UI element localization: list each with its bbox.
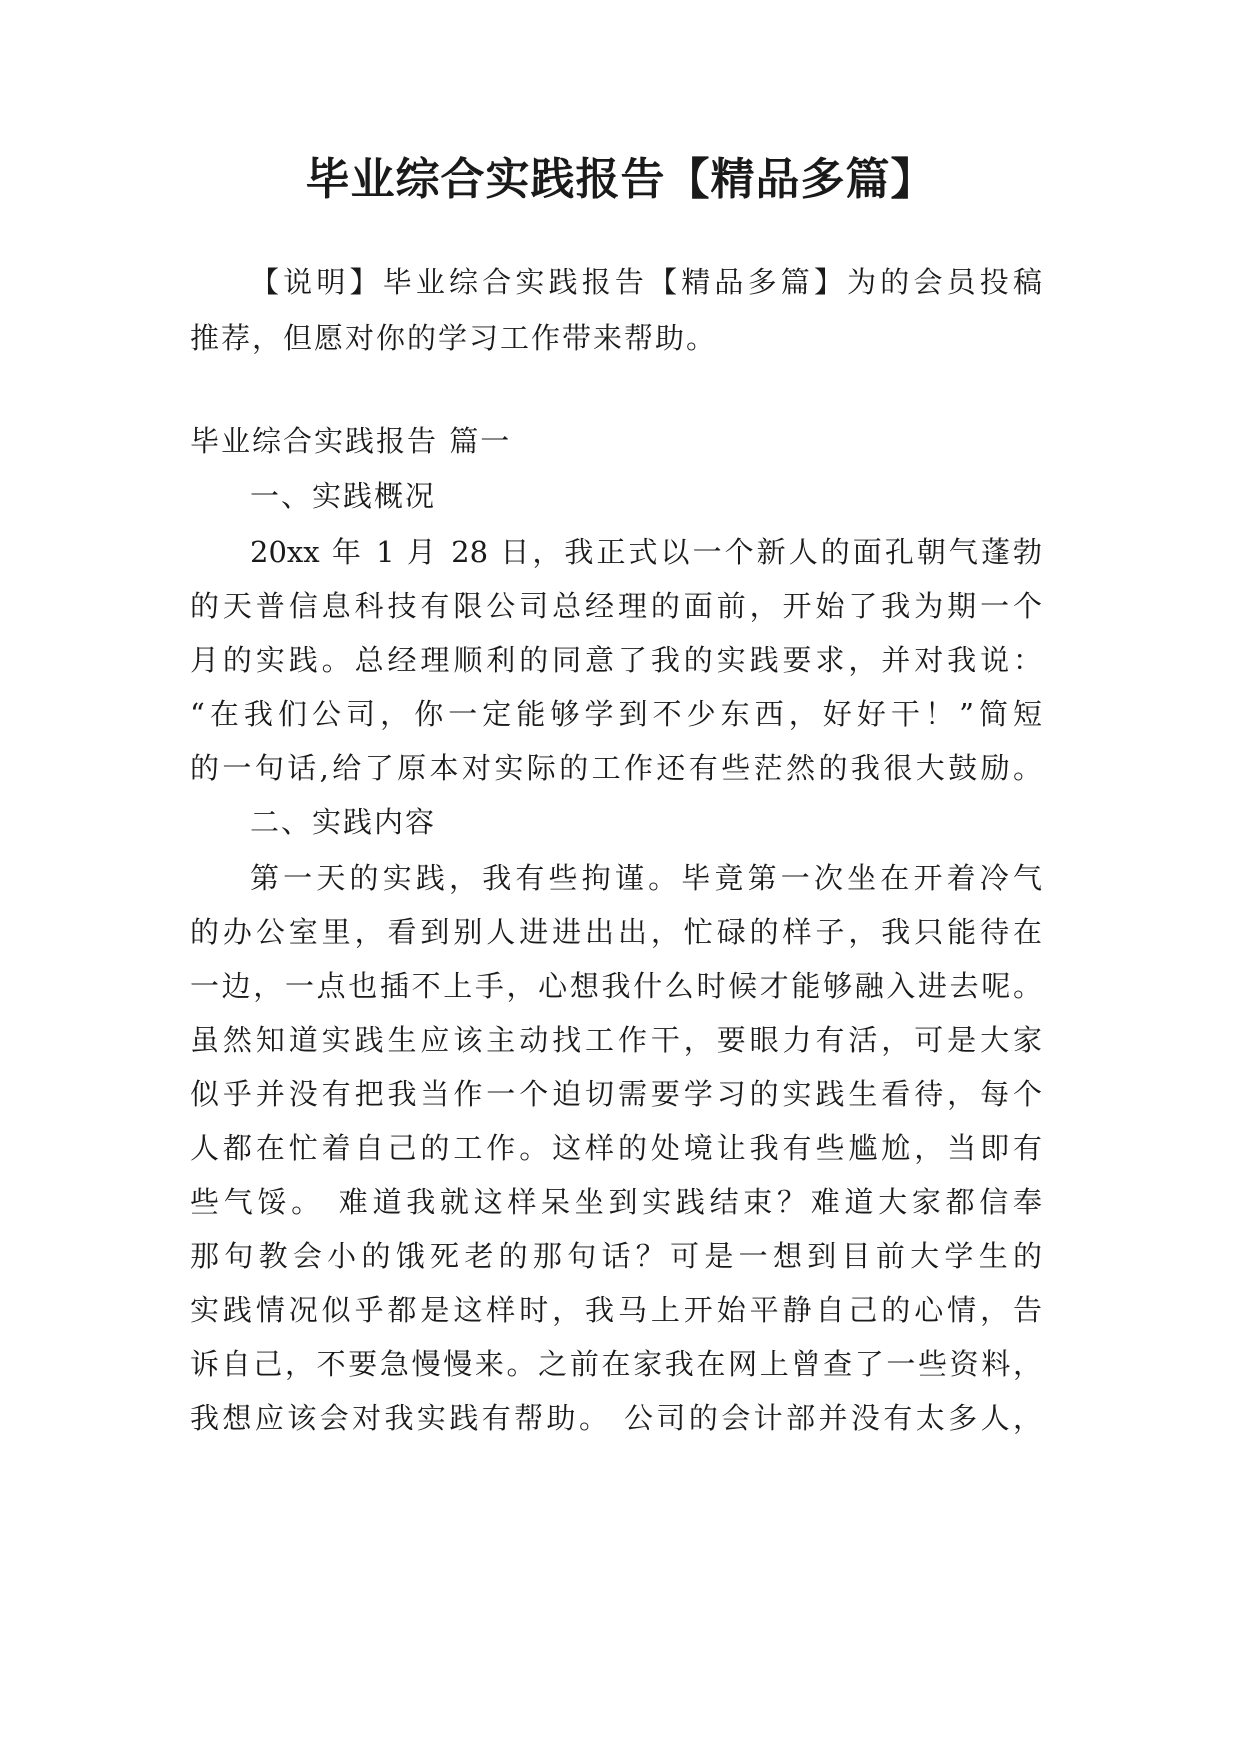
paragraph-line: 实践情况似乎都是这样时，我马上开始平静自己的心情，告 <box>190 1293 1042 1327</box>
paragraph-line: 似乎并没有把我当作一个迫切需要学习的实践生看待，每个 <box>190 1077 1042 1111</box>
note-line: 【说明】毕业综合实践报告【精品多篇】为的会员投稿 <box>250 265 1042 299</box>
paragraph-line: 一边，一点也插不上手，心想我什么时候才能够融入进去呢。 <box>190 969 1042 1003</box>
paragraph-line: “在我们公司，你一定能够学到不少东西，好好干！”简短 <box>190 697 1042 731</box>
paragraph-line: 虽然知道实践生应该主动找工作干，要眼力有活，可是大家 <box>190 1023 1042 1057</box>
heading-content: 二、实践内容 <box>250 805 437 839</box>
paragraph-line: 那句教会小的饿死老的那句话？可是一想到目前大学生的 <box>190 1239 1042 1273</box>
paragraph-line: 诉自己，不要急慢慢来。之前在家我在网上曾查了一些资料， <box>190 1347 1042 1381</box>
paragraph-line: 的天普信息科技有限公司总经理的面前，开始了我为期一个 <box>190 589 1042 623</box>
document-title: 毕业综合实践报告【精品多篇】 <box>305 154 936 205</box>
section-title: 毕业综合实践报告 篇一 <box>190 424 512 458</box>
heading-overview: 一、实践概况 <box>250 479 437 513</box>
paragraph-line: 月的实践。总经理顺利的同意了我的实践要求，并对我说： <box>190 643 1042 677</box>
paragraph-line: 些气馁。 难道我就这样呆坐到实践结束？难道大家都信奉 <box>190 1185 1042 1219</box>
paragraph-line: 第一天的实践，我有些拘谨。毕竟第一次坐在开着冷气 <box>250 861 1042 895</box>
paragraph-line: 的办公室里，看到别人进进出出，忙碌的样子，我只能待在 <box>190 915 1042 949</box>
paragraph-line: 的一句话,给了原本对实际的工作还有些茫然的我很大鼓励。 <box>190 751 1042 785</box>
paragraph-line: 我想应该会对我实践有帮助。 公司的会计部并没有太多人， <box>190 1401 1042 1435</box>
note-line: 推荐，但愿对你的学习工作带来帮助。 <box>190 321 718 355</box>
paragraph-line: 人都在忙着自己的工作。这样的处境让我有些尴尬，当即有 <box>190 1131 1042 1165</box>
paragraph-line: 20xx 年 1 月 28 日，我正式以一个新人的面孔朝气蓬勃 <box>250 535 1042 569</box>
